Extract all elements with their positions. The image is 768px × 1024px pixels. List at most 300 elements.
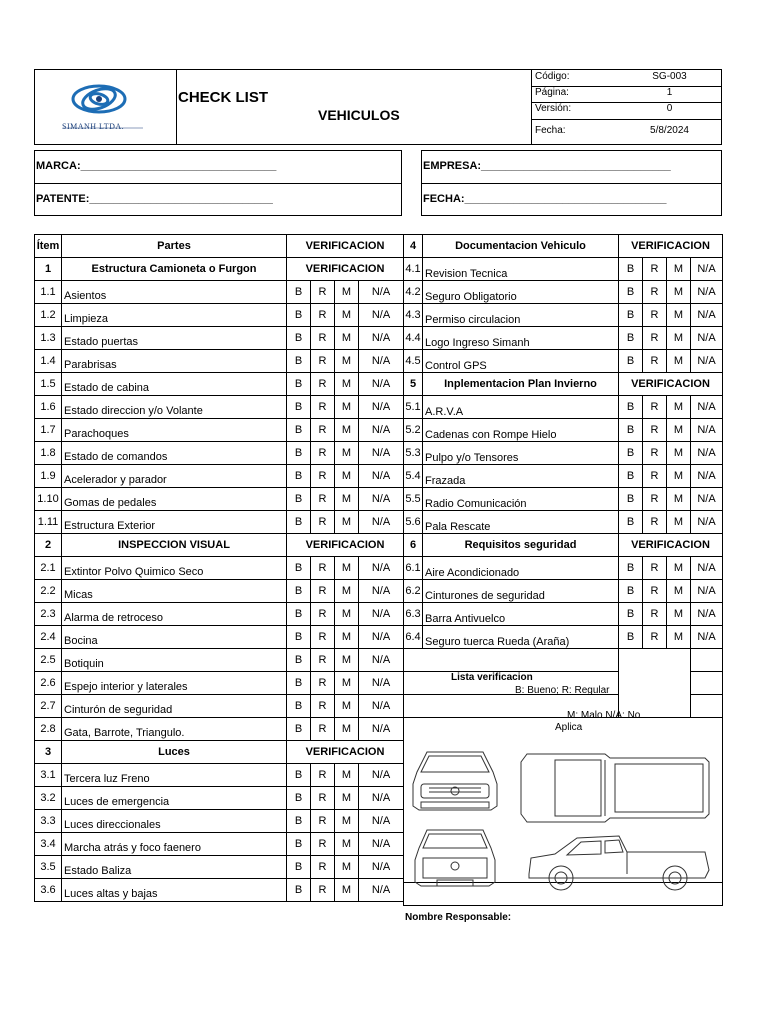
item-label [62,856,287,879]
responsable-label: Nombre Responsable: [405,912,512,923]
table-row [404,350,723,373]
item-label [62,557,287,580]
mark-option-na[interactable]: N/A [691,419,723,442]
item-label-text: Extintor Polvo Quimico Seco [64,566,204,578]
mark-option-r[interactable]: R [643,511,667,534]
mark-option-r[interactable]: R [311,350,335,373]
mark-option-b[interactable]: B [287,787,311,810]
mark-option-na[interactable]: N/A [691,626,723,649]
item-label [62,879,287,902]
item-label: Pulpo y/o Tensores [423,442,619,465]
item-number: 1.7 [35,419,62,442]
mark-option-r[interactable]: R [311,879,335,902]
mark-option-na[interactable]: N/A [691,442,723,465]
item-number: 4.4 [404,327,423,350]
item-number: 2.4 [35,626,62,649]
mark-option-r[interactable]: R [311,810,335,833]
mark-option-b[interactable]: B [287,672,311,695]
item-label [62,304,287,327]
table-row [404,557,723,580]
logo-text: SIMANH LTDA. [62,122,125,131]
table-row [35,327,404,350]
mark-option-b[interactable]: B [619,281,643,304]
item-number: 5.1 [404,396,423,419]
mark-option-r[interactable]: R [311,626,335,649]
mark-option-r[interactable]: R [311,672,335,695]
item-number: 1.5 [35,373,62,396]
legend-row [404,649,723,672]
mark-option-m[interactable]: M [335,373,359,396]
item-number: 1.10 [35,488,62,511]
table-row [404,419,723,442]
mark-option-na[interactable]: N/A [691,350,723,373]
table-row [404,327,723,350]
mark-option-r[interactable]: R [311,488,335,511]
mark-option-b[interactable]: B [619,603,643,626]
mark-option-b[interactable]: B [619,396,643,419]
mark-option-na[interactable]: N/A [359,833,404,856]
section-verificacion-label: VERIFICACION [287,741,404,764]
item-label: Cadenas con Rompe Hielo [423,419,619,442]
mark-option-m[interactable]: M [335,649,359,672]
item-label: Aire Acondicionado [423,557,619,580]
table-row [404,465,723,488]
legend-line-2: M: Malo N/A: No [567,710,641,721]
item-number: 6.2 [404,580,423,603]
table-row [35,672,404,695]
section-verificacion-label: VERIFICACION [287,258,404,281]
mark-option-r[interactable]: R [643,626,667,649]
legend-text-cell [619,649,691,718]
table-row [404,603,723,626]
item-label [62,626,287,649]
mark-option-m[interactable]: M [335,281,359,304]
mark-option-m[interactable]: M [335,764,359,787]
mark-option-b[interactable]: B [619,557,643,580]
mark-option-m[interactable]: M [667,350,691,373]
section-verificacion-label: VERIFICACION [619,534,723,557]
mark-option-b[interactable]: B [619,442,643,465]
item-number: 3.3 [35,810,62,833]
mark-option-b[interactable]: B [287,327,311,350]
mark-option-r[interactable]: R [311,281,335,304]
mark-option-r[interactable]: R [311,580,335,603]
item-label-text: Gata, Barrote, Triangulo. [64,727,185,739]
mark-option-m[interactable]: M [667,327,691,350]
item-label [62,764,287,787]
mark-option-m[interactable]: M [335,488,359,511]
legend-line-1: B: Bueno; R: Regular [515,685,610,696]
table-row [35,396,404,419]
item-label-text: Micas [64,589,93,601]
mark-option-m[interactable]: M [335,350,359,373]
item-label-text: Limpieza [64,313,109,325]
mark-option-na[interactable]: N/A [359,327,404,350]
mark-option-m[interactable]: M [335,695,359,718]
mark-option-r[interactable]: R [311,327,335,350]
mark-option-na[interactable]: N/A [359,718,404,741]
mark-option-b[interactable]: B [619,304,643,327]
mark-option-b[interactable]: B [287,695,311,718]
mark-option-m[interactable]: M [335,511,359,534]
mark-option-na[interactable]: N/A [359,580,404,603]
mark-option-b[interactable]: B [619,580,643,603]
section-header-row [35,258,404,281]
item-number: 4.5 [404,350,423,373]
section-title: Requisitos seguridad [423,534,619,557]
mark-option-m[interactable]: M [667,258,691,281]
table-row [35,465,404,488]
mark-option-m[interactable]: M [667,442,691,465]
legend-title: Lista verificacion [451,672,533,683]
meta-version: Versión: 0 [532,102,722,120]
item-number: 3.4 [35,833,62,856]
item-label [62,718,287,741]
mark-option-b[interactable]: B [287,879,311,902]
simanh-logo-icon [35,70,176,144]
mark-option-r[interactable]: R [643,465,667,488]
item-label [62,373,287,396]
mark-option-na[interactable]: N/A [359,511,404,534]
mark-option-m[interactable]: M [335,810,359,833]
table-row [35,557,404,580]
mark-option-m[interactable]: M [667,488,691,511]
mark-option-b[interactable]: B [287,649,311,672]
item-number: 3.6 [35,879,62,902]
mark-option-r[interactable]: R [643,580,667,603]
mark-option-na[interactable]: N/A [691,603,723,626]
item-number: 2.1 [35,557,62,580]
item-number: 1.8 [35,442,62,465]
mark-option-na[interactable]: N/A [691,511,723,534]
mark-option-r[interactable]: R [643,557,667,580]
item-label-text: Luces de emergencia [64,796,170,808]
item-label [62,833,287,856]
table-row [404,442,723,465]
item-number: 2.6 [35,672,62,695]
mark-option-na[interactable]: N/A [691,304,723,327]
section-title: Documentacion Vehiculo [423,235,619,258]
mark-option-b[interactable]: B [619,327,643,350]
section-header-row [35,741,404,764]
section-header-row [404,534,723,557]
item-label-text: Luces altas y bajas [64,888,158,900]
mark-option-m[interactable]: M [335,396,359,419]
mark-option-na[interactable]: N/A [691,258,723,281]
item-label [62,787,287,810]
item-column-header: Ítem [35,235,62,258]
item-label [62,327,287,350]
mark-option-r[interactable]: R [311,764,335,787]
mark-option-r[interactable]: R [643,442,667,465]
mark-option-m[interactable]: M [667,304,691,327]
item-number: 1.3 [35,327,62,350]
mark-option-b[interactable]: B [287,764,311,787]
section-verificacion-label: VERIFICACION [619,235,723,258]
mark-option-b[interactable]: B [287,488,311,511]
item-number: 1.6 [35,396,62,419]
item-label-text: Acelerador y parador [64,474,167,486]
item-number: 1.11 [35,511,62,534]
mark-option-b[interactable]: B [287,350,311,373]
table-row [35,603,404,626]
mark-option-na[interactable]: N/A [691,557,723,580]
legend-empty-cell [691,672,723,695]
item-number: 2.7 [35,695,62,718]
mark-option-m[interactable]: M [335,787,359,810]
mark-option-r[interactable]: R [311,511,335,534]
item-label-text: Botiquin [64,658,104,670]
item-number: 2.3 [35,603,62,626]
mark-option-m[interactable]: M [667,603,691,626]
item-label-text: Marcha atrás y foco faenero [64,842,201,854]
item-label-text: Alarma de retroceso [64,612,164,624]
mark-option-m[interactable]: M [335,419,359,442]
mark-option-b[interactable]: B [287,718,311,741]
mark-option-na[interactable]: N/A [691,488,723,511]
mark-option-m[interactable]: M [335,879,359,902]
item-label [62,396,287,419]
mark-option-na[interactable]: N/A [359,626,404,649]
mark-option-m[interactable]: M [335,465,359,488]
mark-option-b[interactable]: B [619,258,643,281]
table-row [35,764,404,787]
mark-option-b[interactable]: B [287,396,311,419]
mark-option-m[interactable]: M [335,327,359,350]
mark-option-r[interactable]: R [311,442,335,465]
item-number: 3.1 [35,764,62,787]
item-label-text: Estado de cabina [64,382,150,394]
mark-option-m[interactable]: M [335,626,359,649]
mark-option-m[interactable]: M [667,580,691,603]
patente-field[interactable]: PATENTE:______________________________ [36,193,273,205]
marca-field[interactable]: MARCA:________________________________ [36,160,277,172]
mark-option-na[interactable]: N/A [359,879,404,902]
item-number: 5.3 [404,442,423,465]
mark-option-r[interactable]: R [643,396,667,419]
mark-option-na[interactable]: N/A [359,557,404,580]
mark-option-na[interactable]: N/A [359,419,404,442]
mark-option-na[interactable]: N/A [359,442,404,465]
mark-option-na[interactable]: N/A [691,281,723,304]
mark-option-r[interactable]: R [643,258,667,281]
mark-option-m[interactable]: M [667,626,691,649]
section-title: Inplementacion Plan Invierno [423,373,619,396]
mark-option-r[interactable]: R [311,557,335,580]
mark-option-na[interactable]: N/A [691,465,723,488]
mark-option-b[interactable]: B [619,488,643,511]
mark-option-r[interactable]: R [643,350,667,373]
mark-option-b[interactable]: B [287,281,311,304]
mark-option-m[interactable]: M [335,718,359,741]
table-row [35,511,404,534]
section-header-row [35,534,404,557]
mark-option-b[interactable]: B [287,373,311,396]
item-label: Pala Rescate [423,511,619,534]
table-row [404,281,723,304]
mark-option-m[interactable]: M [335,304,359,327]
mark-option-b[interactable]: B [287,557,311,580]
mark-option-r[interactable]: R [311,856,335,879]
mark-option-b[interactable]: B [287,419,311,442]
mark-option-m[interactable]: M [667,281,691,304]
company-info-box [421,150,722,216]
item-number: 1.9 [35,465,62,488]
mark-option-b[interactable]: B [287,603,311,626]
mark-option-b[interactable]: B [287,833,311,856]
table-row [35,373,404,396]
mark-option-na[interactable]: N/A [359,695,404,718]
table-row [35,718,404,741]
mark-option-na[interactable]: N/A [359,488,404,511]
table-row [35,626,404,649]
item-number: 6.3 [404,603,423,626]
mark-option-r[interactable]: R [311,833,335,856]
page-title: CHECK LIST [178,89,268,106]
mark-option-b[interactable]: B [287,304,311,327]
section-number: 5 [404,373,423,396]
item-label [62,419,287,442]
mark-option-m[interactable]: M [335,603,359,626]
table-row [35,649,404,672]
section-number: 1 [35,258,62,281]
mark-option-na[interactable]: N/A [359,350,404,373]
mark-option-na[interactable]: N/A [691,327,723,350]
mark-option-b[interactable]: B [619,465,643,488]
item-label: Seguro Obligatorio [423,281,619,304]
mark-option-r[interactable]: R [643,488,667,511]
mark-option-b[interactable]: B [287,580,311,603]
partes-column-header: Partes [62,235,287,258]
mark-option-r[interactable]: R [643,304,667,327]
item-number: 5.4 [404,465,423,488]
item-label-text: Tercera luz Freno [64,773,150,785]
mark-option-b[interactable]: B [619,350,643,373]
table-row [404,511,723,534]
mark-option-b[interactable]: B [287,810,311,833]
meta-pagina: Página: 1 [532,86,722,103]
item-number: 5.2 [404,419,423,442]
item-label-text: Luces direccionales [64,819,161,831]
mark-option-r[interactable]: R [311,603,335,626]
mark-option-r[interactable]: R [311,373,335,396]
mark-option-m[interactable]: M [335,833,359,856]
mark-option-r[interactable]: R [643,327,667,350]
table-row [35,787,404,810]
mark-option-na[interactable]: N/A [359,465,404,488]
mark-option-r[interactable]: R [643,603,667,626]
mark-option-na[interactable]: N/A [359,603,404,626]
mark-option-na[interactable]: N/A [359,649,404,672]
item-label [62,580,287,603]
mark-option-na[interactable]: N/A [359,810,404,833]
mark-option-m[interactable]: M [335,580,359,603]
table-row [35,810,404,833]
mark-option-r[interactable]: R [311,695,335,718]
table-row [404,396,723,419]
table-row [35,304,404,327]
mark-option-na[interactable]: N/A [359,787,404,810]
item-number: 2.5 [35,649,62,672]
mark-option-m[interactable]: M [335,856,359,879]
item-number: 4.1 [404,258,423,281]
item-label: Revision Tecnica [423,258,619,281]
mark-option-r[interactable]: R [311,419,335,442]
mark-option-r[interactable]: R [311,304,335,327]
item-label: Logo Ingreso Simanh [423,327,619,350]
mark-option-na[interactable]: N/A [359,764,404,787]
mark-option-na[interactable]: N/A [359,281,404,304]
mark-option-r[interactable]: R [311,787,335,810]
mark-option-b[interactable]: B [287,511,311,534]
table-row [35,281,404,304]
mark-option-r[interactable]: R [643,419,667,442]
mark-option-r[interactable]: R [311,465,335,488]
mark-option-r[interactable]: R [311,396,335,419]
mark-option-m[interactable]: M [667,465,691,488]
mark-option-na[interactable]: N/A [691,580,723,603]
item-label: Radio Comunicación [423,488,619,511]
mark-option-b[interactable]: B [287,442,311,465]
mark-option-na[interactable]: N/A [359,856,404,879]
mark-option-r[interactable]: R [311,649,335,672]
empresa-field[interactable]: EMPRESA:_______________________________ [423,160,671,172]
mark-option-b[interactable]: B [287,626,311,649]
item-label-text: Cinturón de seguridad [64,704,173,716]
table-row [404,258,723,281]
mark-option-m[interactable]: M [335,672,359,695]
mark-option-m[interactable]: M [667,557,691,580]
mark-option-b[interactable]: B [619,626,643,649]
mark-option-na[interactable]: N/A [691,396,723,419]
mark-option-b[interactable]: B [619,511,643,534]
mark-option-m[interactable]: M [335,442,359,465]
mark-option-r[interactable]: R [643,281,667,304]
mark-option-m[interactable]: M [667,396,691,419]
item-label [62,511,287,534]
item-label [62,350,287,373]
mark-option-r[interactable]: R [311,718,335,741]
mark-option-na[interactable]: N/A [359,373,404,396]
mark-option-na[interactable]: N/A [359,672,404,695]
item-label-text: Parabrisas [64,359,117,371]
vehicle-diagram-icon [405,744,719,904]
mark-option-m[interactable]: M [667,511,691,534]
mark-option-b[interactable]: B [287,465,311,488]
item-number: 3.5 [35,856,62,879]
legend-empty-cell [691,695,723,718]
table-row [35,442,404,465]
mark-option-b[interactable]: B [619,419,643,442]
item-number: 3.2 [35,787,62,810]
mark-option-na[interactable]: N/A [359,396,404,419]
mark-option-na[interactable]: N/A [359,304,404,327]
mark-option-m[interactable]: M [335,557,359,580]
table-row [404,580,723,603]
section-title: INSPECCION VISUAL [62,534,287,557]
section-verificacion-label: VERIFICACION [619,373,723,396]
mark-option-b[interactable]: B [287,856,311,879]
item-number: 4.2 [404,281,423,304]
item-label-text: Bocina [64,635,98,647]
fecha-field[interactable]: FECHA:_________________________________ [423,193,667,205]
mark-option-m[interactable]: M [667,419,691,442]
table-row [35,833,404,856]
table-row [35,580,404,603]
item-label-text: Estructura Exterior [64,520,156,532]
section-title: Estructura Camioneta o Furgon [62,258,287,281]
document-meta [531,70,722,144]
